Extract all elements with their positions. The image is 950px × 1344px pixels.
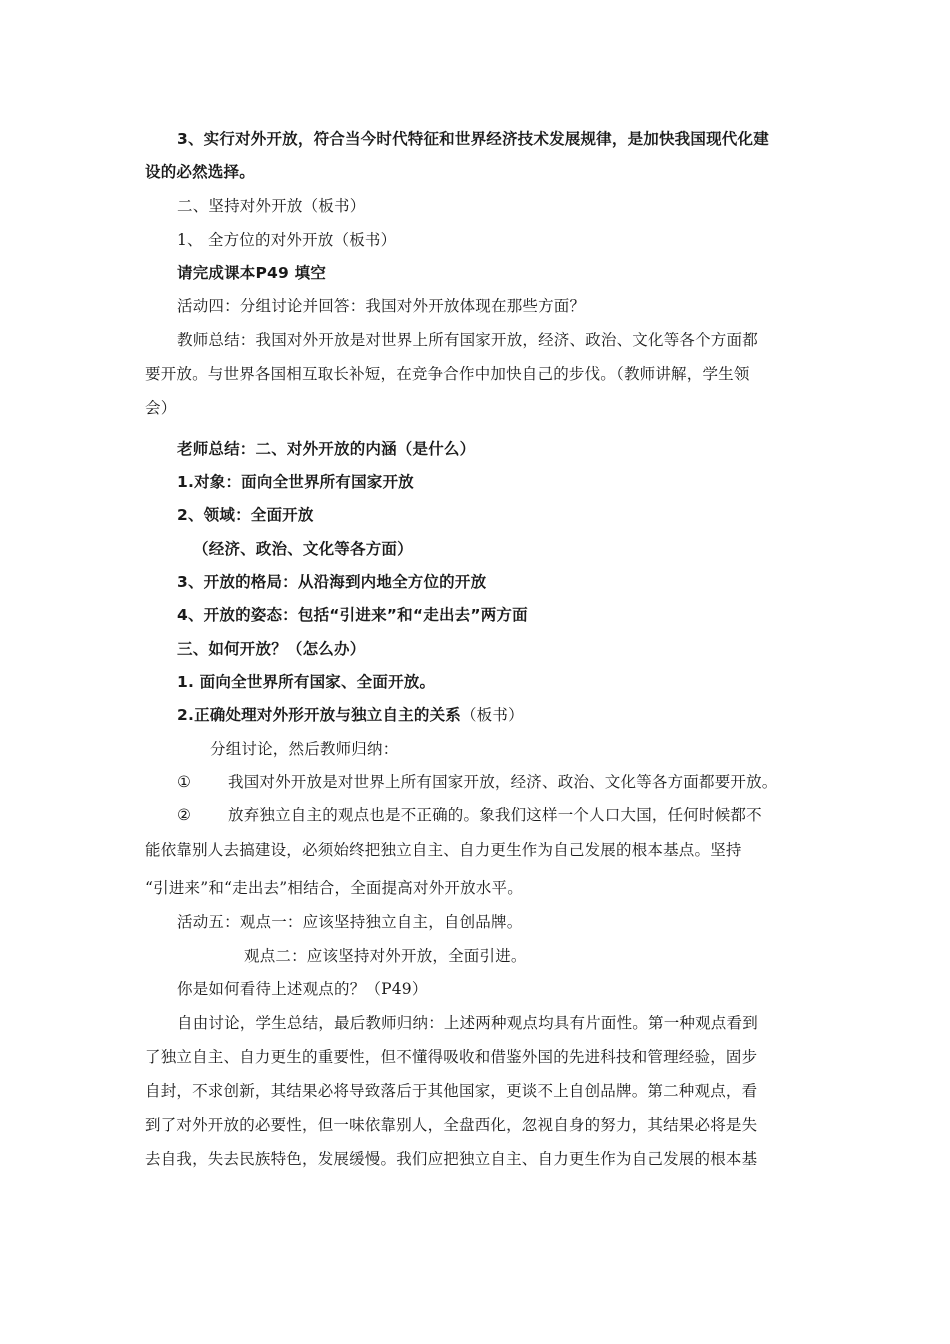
list-item	[177, 705, 524, 725]
list-item-note: （经济、政治、文化等各方面）	[193, 540, 413, 558]
summary-heading: 老师总结：二、对外开放的内涵（是什么）	[177, 440, 476, 458]
paragraph-line: 放弃独立自主的观点也是不正确的。象我们这样一个人口大国，任何时候都不	[228, 806, 762, 824]
activity-line: 活动四：分组讨论并回答：我国对外开放体现在那些方面？	[177, 297, 586, 315]
list-item: 2、领域：全面开放	[177, 506, 314, 524]
paragraph-line: 分组讨论，然后教师归纳：	[210, 740, 399, 758]
paragraph-line: 去自我，失去民族特色，发展缓慢。我们应把独立自主、自力更生作为自己发展的根本基	[145, 1150, 758, 1168]
circled-number: ①	[177, 773, 192, 791]
list-item: 4、开放的姿态：包括“引进来”和“走出去”两方面	[177, 606, 528, 624]
list-item: 1.对象：面向全世界所有国家开放	[177, 473, 414, 491]
paragraph-line: 能依靠别人去搞建设，必须始终把独立自主、自力更生作为自己发展的根本基点。坚持	[145, 841, 742, 859]
paragraph-line: 要开放。与世界各国相互取长补短，在竞争合作中加快自己的步伐。（教师讲解，学生领	[145, 365, 750, 383]
paragraph-line: 我国对外开放是对世界上所有国家开放，经济、政治、文化等各方面都要开放。	[228, 773, 778, 791]
list-item: 1. 面向全世界所有国家、全面开放。	[177, 673, 436, 691]
subsection-heading: 1、 全方位的对外开放（板书）	[177, 231, 397, 249]
activity-line: 观点二：应该坚持对外开放，全面引进。	[244, 947, 527, 965]
paragraph-line: 会）	[145, 399, 177, 417]
paragraph-line: 自由讨论，学生总结，最后教师归纳：上述两种观点均具有片面性。第一种观点看到	[177, 1014, 758, 1032]
paragraph-line: 3、实行对外开放，符合当今时代特征和世界经济技术发展规律，是加快我国现代化建	[177, 130, 769, 148]
list-item-text: 2.正确处理对外形开放与独立自主的关系	[177, 706, 461, 724]
list-item: 3、开放的格局：从沿海到内地全方位的开放	[177, 573, 487, 591]
paragraph-line: 了独立自主、自力更生的重要性，但不懂得吸收和借鉴外国的先进科技和管理经验，固步	[145, 1048, 758, 1066]
board-note: （板书）	[460, 706, 524, 724]
paragraph-line: 教师总结：我国对外开放是对世界上所有国家开放，经济、政治、文化等各个方面都	[177, 331, 758, 349]
question-line: 你是如何看待上述观点的？（P49）	[177, 980, 428, 998]
paragraph-line: 自封，不求创新，其结果必将导致落后于其他国家，更谈不上自创品牌。第二种观点，看	[145, 1082, 758, 1100]
instruction-line: 请完成课本P49 填空	[177, 264, 327, 282]
paragraph-line: “引进来”和“走出去”相结合，全面提高对外开放水平。	[145, 879, 523, 897]
section-heading: 三、如何开放？（怎么办）	[177, 640, 366, 658]
paragraph-line: 设的必然选择。	[145, 163, 255, 181]
activity-line: 活动五：观点一：应该坚持独立自主，自创品牌。	[177, 913, 523, 931]
paragraph-line: 到了对外开放的必要性，但一味依靠别人，全盘西化，忽视自身的努力，其结果必将是失	[145, 1116, 758, 1134]
circled-number: ②	[177, 806, 192, 824]
section-heading: 二、坚持对外开放（板书）	[177, 197, 366, 215]
